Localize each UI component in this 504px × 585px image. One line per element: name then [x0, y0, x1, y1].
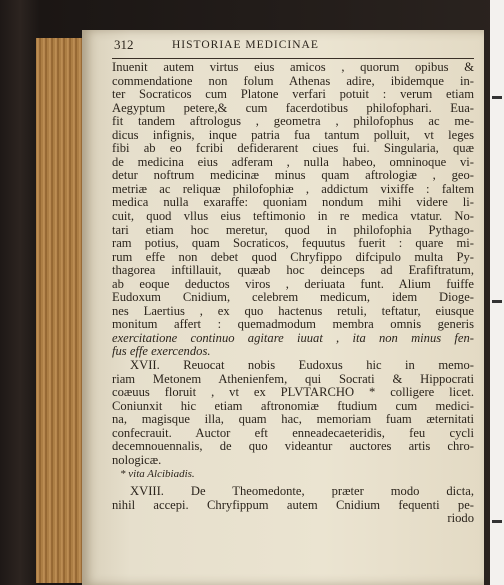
text-line: cuit, quod vllus eius teftimonio in re medica vtatur. No-: [112, 209, 474, 224]
text-line: riam Metonem Athenienfem, qui Socrati & Hippocrati: [112, 371, 474, 386]
text-line: na, magisque illa, quam hac, memoriam fuam æternitati: [112, 412, 474, 427]
page-text: [112, 38, 474, 526]
text-line: Aegyptum petere,& cum facerdotibus philofophari. Eua-: [112, 100, 474, 115]
text-line: monitum affert : quemadmodum membra omnis generis: [112, 317, 474, 332]
scan-mark: [492, 520, 502, 523]
text-line: commendatione non folum Athenas adire, ibidemque in-: [112, 73, 474, 88]
text-line: ter Socraticos cum Platone verfari potuit : verum etiam: [112, 87, 474, 102]
text-line: fit tandem aftrologus , geometra , philofophus ac me-: [112, 114, 474, 129]
text-line: de medicina eius adferam , nulla habeo, omninoque vi-: [112, 154, 474, 169]
text-line: nes Laertius , ex quo hactenus retuli, teftatur, eiusque: [112, 303, 474, 318]
paragraph-xviii: [112, 485, 474, 526]
text-line: XVIII. De Theomedonte, præter modo dicta,: [130, 483, 474, 498]
text-line: fus effe exercendos.: [112, 344, 211, 359]
text-line: coæuus floruit , vt ex PLVTARCHO * colligere licet.: [112, 385, 474, 400]
scan-mark: [492, 300, 502, 303]
paragraph-1: [112, 61, 474, 359]
text-line: nologicæ.: [112, 452, 162, 467]
footnote: * vita Alcibiadis.: [120, 468, 195, 481]
text-line: fibi ab eo fcribi defiderarent ciues fui. Singularia, quæ: [112, 141, 474, 156]
scan-right-margin: [490, 0, 504, 585]
book-page-edges: [36, 38, 84, 583]
text-line: thagorea inftillauit, quæab hoc deinceps ad Erafiftratum,: [112, 263, 474, 278]
text-line: rum effe non debet quod Chryfippo difcipulo multa Py-: [112, 249, 474, 264]
text-line: dicus infignis, inque patria fua tantum polluit, vt leges: [112, 127, 474, 142]
text-line: Coniunxit hic etiam aftronomiæ ftudium cum medici-: [112, 398, 474, 413]
text-line: ram potius, quam Socraticos, fequutus fuerit : quare mi-: [112, 236, 474, 251]
text-line: Eudoxum Cnidium, celebrem medicum, idem Dioge-: [112, 290, 474, 305]
paragraph-xvii: [112, 359, 474, 467]
running-head: [112, 38, 474, 54]
text-line: metriæ ac reliquæ philofophiæ , addictum vixiffe : faltem: [112, 181, 474, 196]
text-line: exercitatione continuo agitare iuuat , ita non minus fen-: [112, 330, 474, 345]
text-line: medica nulla exaraffe: quoniam nondum mihi videre li-: [112, 195, 474, 210]
text-line: detur noftrum medicinæ minus quam aftrologiæ , geo-: [112, 168, 474, 183]
text-line: ab eoque deductos viros , deriuata funt. Alium fuiffe: [112, 276, 474, 291]
text-line: XVII. Reuocat nobis Eudoxus hic in memo-: [130, 358, 474, 373]
page-number: 312: [114, 37, 134, 52]
scan-mark: [492, 96, 502, 99]
text-line: confecrauit. Auctor eft enneadecaeteridis, feu cycli: [112, 425, 474, 440]
text-line: decemnouennalis, de quo videantur auctores artis chro-: [112, 439, 474, 454]
text-line: nihil accepi. Chryfippum autem Cnidium fequenti pe-: [112, 497, 474, 512]
running-title: HISTORIAE MEDICINAE: [172, 39, 319, 51]
text-line: Inuenit autem virtus eius amicos , quorum opibus &: [112, 60, 474, 74]
catchword: riodo: [447, 511, 474, 526]
header-rule: [112, 58, 474, 59]
text-line: tari etiam hoc meretur, quod in philofophia Pythago-: [112, 222, 474, 237]
